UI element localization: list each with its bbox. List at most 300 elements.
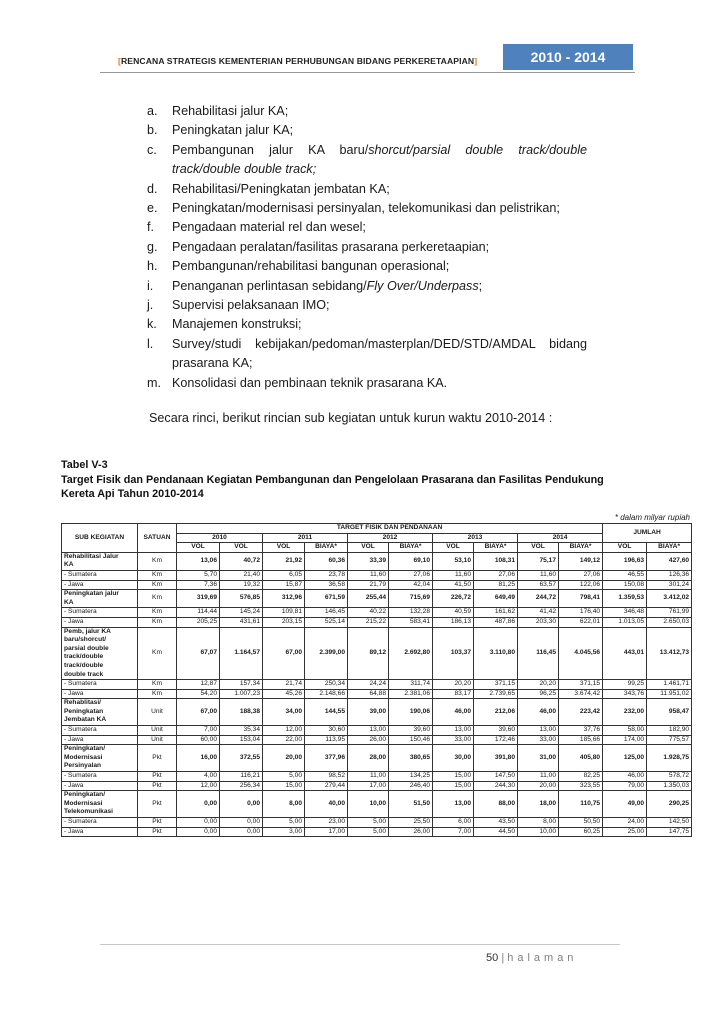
table-row [62,735,692,745]
row-value: 35,34 [220,726,263,736]
row-value: 126,36 [647,570,692,580]
row-value: 8,00 [518,818,559,828]
row-value: 212,06 [474,699,518,726]
row-unit: Pkt [138,772,177,782]
row-value: 2.148,66 [305,689,348,699]
table-row [62,726,692,736]
row-label [62,590,138,608]
row-value: 2.650,03 [647,617,692,627]
row-value: 23,00 [305,818,348,828]
table-row [62,827,692,837]
row-value: 1.461,71 [647,680,692,690]
row-value: 377,96 [305,745,348,772]
row-value: 21,79 [348,580,389,590]
row-value: 185,66 [559,735,603,745]
row-value: 20,20 [518,680,559,690]
row-label [62,689,138,699]
row-value: 36,58 [305,580,348,590]
table-row [62,781,692,791]
row-label-line: - Jawa [64,827,84,835]
row-value: 1.164,57 [220,627,263,680]
row-value: 0,00 [177,791,220,818]
row-value: 578,72 [647,772,692,782]
row-value: 1.350,03 [647,781,692,791]
row-value: 203,30 [518,617,559,627]
list-item [147,199,587,218]
row-value: 40,72 [220,552,263,570]
row-label-line: baru/shorcut/ [64,636,107,644]
row-value: 41,50 [433,580,474,590]
list-marker: f. [147,220,154,235]
list-item-text: Pembangunan jalur KA baru/ [172,142,369,157]
row-value: 20,00 [263,745,305,772]
row-value: 40,59 [433,608,474,618]
row-value: 182,90 [647,726,692,736]
row-value: 12,00 [263,726,305,736]
row-value: 26,00 [348,735,389,745]
row-value: 2.381,06 [389,689,433,699]
row-value: 39,60 [474,726,518,736]
page-word: halaman [507,952,578,964]
row-unit: Pkt [138,781,177,791]
row-value: 798,41 [559,590,603,608]
row-label-line: parsial double [64,644,109,652]
sub-header: BIAYA* [305,543,348,553]
row-label [62,627,138,680]
header-title [118,56,477,66]
list-item [147,218,587,237]
row-value: 215,22 [348,617,389,627]
row-value: 63,57 [518,580,559,590]
row-value: 16,00 [177,745,220,772]
list-marker: h. [147,259,158,274]
row-label [62,726,138,736]
row-label-line: Peningkatan jalur [64,590,119,598]
list-item [147,238,587,257]
row-value: 431,61 [220,617,263,627]
row-value: 20,20 [433,680,474,690]
row-value: 372,55 [220,745,263,772]
row-label-line: Jembatan KA [64,716,107,724]
row-value: 161,62 [474,608,518,618]
row-value: 256,34 [220,781,263,791]
row-label-line: Peningkatan/ [64,791,106,799]
row-unit: Km [138,570,177,580]
row-value: 96,25 [518,689,559,699]
row-value: 99,25 [603,680,647,690]
list-marker: k. [147,317,157,332]
row-value: 622,01 [559,617,603,627]
table-row [62,689,692,699]
footer-divider [100,944,620,945]
currency-note: * dalam milyar rupiah [614,513,690,522]
table-row [62,680,692,690]
list-item-text: Supervisi pelaksanaan IMO; [172,298,330,313]
list-item-line: prasarana KA; [172,356,253,371]
row-value: 649,49 [474,590,518,608]
row-label-line: Peningkatan [64,707,104,715]
row-value: 715,69 [389,590,433,608]
sub-header: BIAYA* [559,543,603,553]
row-label-line: track/double [64,661,104,669]
row-unit: Km [138,608,177,618]
row-label-line: Rehablitasi/ [64,699,102,707]
row-label-line: - Jawa [64,781,84,789]
sub-header: VOL [518,543,559,553]
row-unit: Pkt [138,745,177,772]
list-item-text: Pembangunan/rehabilitasi bangunan operasional; [172,259,450,274]
row-value: 81,25 [474,580,518,590]
row-value: 19,32 [220,580,263,590]
row-value: 232,00 [603,699,647,726]
list-item [147,257,587,276]
row-value: 27,06 [474,570,518,580]
row-value: 42,04 [389,580,433,590]
row-value: 13,00 [518,726,559,736]
table-row [62,791,692,818]
row-label [62,827,138,837]
row-value: 79,00 [603,781,647,791]
row-unit: Km [138,617,177,627]
row-value: 487,86 [474,617,518,627]
row-label-line: double track [64,670,104,678]
row-value: 250,34 [305,680,348,690]
col-target: TARGET FISIK DAN PENDANAAN [177,524,603,534]
row-value: 11,60 [433,570,474,580]
table-title [61,458,604,502]
row-value: 279,44 [305,781,348,791]
row-value: 371,15 [559,680,603,690]
year-header: 2011 [263,533,348,543]
row-value: 58,00 [603,726,647,736]
row-value: 37,76 [559,726,603,736]
row-value: 188,38 [220,699,263,726]
row-value: 26,00 [389,827,433,837]
sub-header: VOL [220,543,263,553]
row-value: 7,36 [177,580,220,590]
row-value: 583,41 [389,617,433,627]
row-value: 21,40 [220,570,263,580]
list-marker: l. [147,336,154,351]
row-value: 25,00 [603,827,647,837]
list-item-text: Rehabilitasi/Peningkatan jembatan KA; [172,181,390,196]
row-value: 132,28 [389,608,433,618]
row-label [62,617,138,627]
row-value: 157,34 [220,680,263,690]
row-value: 443,01 [603,627,647,680]
row-value: 7,00 [177,726,220,736]
row-label-line: Pemb, jalur KA [64,627,111,635]
row-value: 51,50 [389,791,433,818]
row-value: 110,75 [559,791,603,818]
row-value: 3.674,42 [559,689,603,699]
row-value: 427,60 [647,552,692,570]
row-value: 13.412,73 [647,627,692,680]
row-value: 153,04 [220,735,263,745]
row-value: 149,12 [559,552,603,570]
table-row [62,745,692,772]
sub-header: BIAYA* [474,543,518,553]
row-value: 150,46 [389,735,433,745]
row-label [62,570,138,580]
row-value: 142,50 [647,818,692,828]
list-marker: g. [147,239,158,254]
row-value: 5,00 [263,772,305,782]
table-row [62,772,692,782]
row-label-line: - Sumatera [64,772,97,780]
table-row [62,617,692,627]
row-value: 60,36 [305,552,348,570]
row-value: 150,08 [603,580,647,590]
row-value: 246,40 [389,781,433,791]
row-value: 5,00 [263,818,305,828]
list-marker: e. [147,201,158,216]
table-number: Tabel V-3 [61,459,108,471]
row-label-line: - Sumatera [64,608,97,616]
row-value: 17,00 [348,781,389,791]
row-value: 255,44 [348,590,389,608]
row-value: 60,25 [559,827,603,837]
bracket-open: [ [118,56,121,66]
bracket-close: ] [474,56,478,66]
row-value: 21,74 [263,680,305,690]
row-value: 775,57 [647,735,692,745]
row-value: 147,50 [474,772,518,782]
row-label [62,735,138,745]
table-row [62,590,692,608]
row-value: 761,99 [647,608,692,618]
row-value: 30,00 [433,745,474,772]
row-value: 17,00 [305,827,348,837]
row-value: 244,30 [474,781,518,791]
list-marker: d. [147,181,158,196]
list-item [147,141,587,180]
row-value: 15,00 [433,781,474,791]
list-item [147,374,587,393]
intro-text: Secara rinci, berikut rincian sub kegiatan untuk kurun waktu 2010-2014 : [149,411,553,425]
row-value: 28,00 [348,745,389,772]
list-item [147,180,587,199]
row-value: 371,15 [474,680,518,690]
page-number-value: 50 [486,952,499,964]
row-label-line: Modernisasi [64,799,103,807]
row-unit: Km [138,552,177,570]
row-value: 67,07 [177,627,220,680]
list-marker: i. [147,278,154,293]
list-item-text: Pengadaan material rel dan wesel; [172,220,366,235]
row-label [62,580,138,590]
row-value: 69,10 [389,552,433,570]
row-value: 405,80 [559,745,603,772]
row-value: 7,00 [433,827,474,837]
row-label-line: - Sumatera [64,818,97,825]
header-years-badge: 2010 - 2014 [503,44,633,70]
row-value: 43,50 [474,818,518,828]
row-label-line: - Jawa [64,689,84,697]
row-value: 5,00 [348,827,389,837]
year-header: 2013 [433,533,518,543]
row-value: 290,25 [647,791,692,818]
page-number [486,952,577,964]
row-value: 50,50 [559,818,603,828]
row-label-line: Peningkatan/ [64,745,106,753]
list-item-text: Manajemen konstruksi; [172,317,302,332]
row-value: 82,25 [559,772,603,782]
row-value: 39,00 [348,699,389,726]
table-caption-line2: Kereta Api Tahun 2010-2014 [61,488,204,500]
list-item [147,335,587,374]
list-item [147,277,587,296]
list-marker: m. [147,375,161,390]
row-value: 33,00 [433,735,474,745]
row-value: 196,63 [603,552,647,570]
row-value: 301,24 [647,580,692,590]
row-value: 2.692,80 [389,627,433,680]
list-item-text: ; [478,278,483,293]
row-value: 89,12 [348,627,389,680]
row-value: 5,00 [348,818,389,828]
row-label [62,680,138,690]
list-item [147,102,587,121]
row-value: 1.928,75 [647,745,692,772]
row-unit: Km [138,680,177,690]
row-label-line: - Sumatera [64,570,97,578]
row-label-line: KA [64,598,74,606]
row-value: 2.739,65 [474,689,518,699]
row-value: 116,45 [518,627,559,680]
list-item [147,315,587,334]
row-value: 576,85 [220,590,263,608]
row-value: 203,15 [263,617,305,627]
col-satuan: SATUAN [138,524,177,553]
row-value: 113,95 [305,735,348,745]
row-value: 1.007,23 [220,689,263,699]
row-label-line: Rehabilitasi Jalur [64,552,119,560]
row-value: 64,88 [348,689,389,699]
table-row [62,699,692,726]
row-label [62,608,138,618]
list-marker: c. [147,142,157,157]
row-value: 54,20 [177,689,220,699]
row-value: 125,00 [603,745,647,772]
row-value: 13,06 [177,552,220,570]
row-value: 67,00 [263,627,305,680]
sub-header: BIAYA* [389,543,433,553]
list-marker: a. [147,104,158,118]
row-label [62,818,138,828]
row-value: 4.045,56 [559,627,603,680]
row-value: 205,25 [177,617,220,627]
row-value: 75,17 [518,552,559,570]
row-label-line: - Jawa [64,617,84,625]
header-divider [100,72,635,73]
row-value: 174,00 [603,735,647,745]
row-value: 122,06 [559,580,603,590]
list-item-text: Peningkatan/modernisasi persinyalan, telekomunikasi dan pelistrikan; [172,201,560,216]
row-value: 525,14 [305,617,348,627]
list-item [147,296,587,315]
list-item-text: Penanganan perlintasan sebidang/ [172,278,367,293]
row-value: 147,75 [647,827,692,837]
sub-header: VOL [348,543,389,553]
col-sub-kegiatan: SUB KEGIATAN [62,524,138,553]
sub-header: VOL [177,543,220,553]
row-value: 1.013,05 [603,617,647,627]
row-value: 0,00 [177,827,220,837]
row-unit: Km [138,689,177,699]
row-value: 4,00 [177,772,220,782]
row-value: 391,80 [474,745,518,772]
row-value: 6,00 [433,818,474,828]
row-unit: Unit [138,726,177,736]
table-row [62,608,692,618]
row-value: 12,00 [177,781,220,791]
row-value: 3,00 [263,827,305,837]
row-value: 114,44 [177,608,220,618]
sub-header: VOL [603,543,647,553]
col-jumlah: JUMLAH [603,524,692,543]
row-value: 46,00 [518,699,559,726]
row-value: 40,22 [348,608,389,618]
list-item-italic: Fly Over/Underpass [366,278,479,293]
header-title-text: RENCANA STRATEGIS KEMENTERIAN PERHUBUNGAN BIDANG PERKERETAAPIAN [120,56,475,66]
year-header: 2010 [177,533,263,543]
row-value: 15,00 [263,781,305,791]
row-value: 15,00 [433,772,474,782]
row-value: 11,60 [518,570,559,580]
table-row [62,580,692,590]
row-value: 5,70 [177,570,220,580]
row-value: 13,00 [433,726,474,736]
row-value: 67,00 [177,699,220,726]
row-value: 15,87 [263,580,305,590]
row-value: 11,00 [348,772,389,782]
row-value: 190,06 [389,699,433,726]
row-value: 11,00 [518,772,559,782]
row-unit: Unit [138,699,177,726]
list-item-text: Rehabilitasi jalur KA; [172,104,289,118]
row-value: 18,00 [518,791,559,818]
row-unit: Pkt [138,818,177,828]
row-value: 172,46 [474,735,518,745]
row-value: 11,60 [348,570,389,580]
row-value: 13,00 [348,726,389,736]
row-label-line: Persinyalan [64,762,102,770]
row-value: 134,25 [389,772,433,782]
list-item-italic: shorcut/parsial double track/double track/double double track; [172,142,587,177]
row-value: 11.951,02 [647,689,692,699]
row-value: 27,06 [389,570,433,580]
row-value: 6,05 [263,570,305,580]
list-item-line: Survey/studi kebijakan/pedoman/masterplan/DED/STD/AMDAL bidang [172,336,587,351]
row-value: 312,96 [263,590,305,608]
row-value: 311,74 [389,680,433,690]
row-value: 23,78 [305,570,348,580]
row-value: 24,24 [348,680,389,690]
sub-header: BIAYA* [647,543,692,553]
row-value: 21,92 [263,552,305,570]
row-value: 40,00 [305,791,348,818]
row-value: 0,00 [220,818,263,828]
row-value: 88,00 [474,791,518,818]
row-unit: Km [138,627,177,680]
sub-header: VOL [263,543,305,553]
row-value: 30,60 [305,726,348,736]
row-value: 0,00 [177,818,220,828]
sub-header: VOL [433,543,474,553]
row-value: 33,00 [518,735,559,745]
row-value: 116,21 [220,772,263,782]
